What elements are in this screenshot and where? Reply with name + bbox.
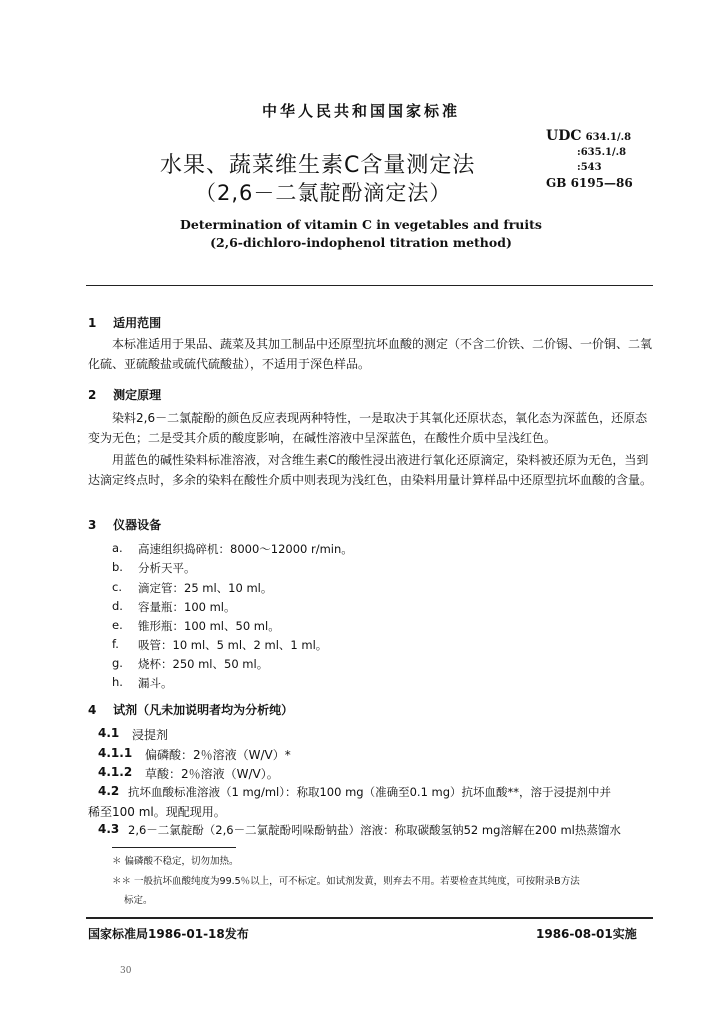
equipment-letter: f. <box>112 637 119 651</box>
equipment-letter: c. <box>112 580 122 594</box>
section-2-number: 2 <box>88 388 97 402</box>
section-2-heading <box>88 386 161 403</box>
footer-divider <box>86 917 653 919</box>
subsection-number: 4.1 <box>98 726 120 740</box>
section-1-title: 适用范围 <box>113 316 162 330</box>
subsection-4-3-number: 4.3 <box>98 822 120 836</box>
gb-code: GB 6195—86 <box>546 176 633 190</box>
section-1-number: 1 <box>88 316 97 330</box>
udc-line-2: :635.1/.8 <box>577 147 627 158</box>
section-1-paragraph: 本标准适用于果品、蔬菜及其加工制品中还原型抗坏血酸的测定（不含二价铁、二价锡、一价铜、二氧化硫、亚硫酸盐或硫代硫酸盐），不适用于深色样品。 <box>88 337 653 371</box>
equipment-letter: e. <box>112 618 123 632</box>
equipment-item: 锥形瓶：100 ml、50 ml。 <box>138 619 280 633</box>
section-3-heading <box>88 516 161 533</box>
section-1-heading <box>88 314 161 331</box>
section-4-title: 试剂（凡未加说明者均为分析纯） <box>113 703 294 717</box>
equipment-item: 高速组织捣碎机：8000～12000 r/min。 <box>138 542 353 556</box>
equipment-letter: g. <box>112 656 123 670</box>
equipment-item: 吸管：10 ml、5 ml、2 ml、1 ml。 <box>138 638 328 652</box>
effective-date: 1986-08-01实施 <box>536 927 637 941</box>
header-divider <box>86 285 653 286</box>
classification-codes <box>546 129 633 190</box>
subsection-text: 草酸：2％溶液（W/V）。 <box>145 767 279 781</box>
equipment-item: 滴定管：25 ml、10 ml。 <box>138 581 273 595</box>
title-zh-line-2: （2,6－二氯靛酚滴定法） <box>195 181 452 205</box>
title-en-line-1: Determination of vitamin C in vegetables and fruits <box>180 217 542 232</box>
footnote-divider <box>112 847 236 848</box>
udc-label: UDC <box>546 128 582 144</box>
page-number: 30 <box>120 966 132 976</box>
equipment-item: 分析天平。 <box>138 561 196 575</box>
section-4-heading <box>88 701 293 718</box>
section-3-number: 3 <box>88 518 97 532</box>
section-3-title: 仪器设备 <box>113 518 162 532</box>
footnote-2-line-2: 标定。 <box>124 895 153 906</box>
section-4-number: 4 <box>88 703 97 717</box>
equipment-item: 容量瓶：100 ml。 <box>138 600 236 614</box>
equipment-letter: b. <box>112 560 123 574</box>
subsection-4-2-number: 4.2 <box>98 784 120 798</box>
subsection-4-2-line-1: 抗坏血酸标准溶液（1 mg/ml）：称取100 mg（准确至0.1 mg）抗坏血酸**，溶于浸提剂中并 <box>128 785 612 799</box>
equipment-letter: d. <box>112 599 123 613</box>
equipment-letter: a. <box>112 541 123 555</box>
equipment-item: 漏斗。 <box>138 676 173 690</box>
equipment-item: 烧杯：250 ml、50 ml。 <box>138 657 269 671</box>
subsection-text: 偏磷酸：2％溶液（W/V）* <box>145 748 291 762</box>
subsection-number: 4.1.1 <box>98 746 133 760</box>
issue-date: 国家标准局1986-01-18发布 <box>88 927 249 941</box>
footnote-2-line-1: ＊＊ 一般抗坏血酸纯度为99.5％以上，可不标定。如试剂发黄，则弃去不用。若要检查其纯度，可按附录B方法 <box>112 876 580 887</box>
subsection-4-2-line-2: 稀至100 ml。现配现用。 <box>88 805 226 819</box>
section-2-paragraph-1: 染料2,6－二氯靛酚的颜色反应表现两种特性，一是取决于其氧化还原状态，氧化态为深蓝色，还原态变为无色；二是受其介质的酸度影响，在碱性溶液中呈深蓝色，在酸性介质中呈浅红色。 <box>88 411 648 445</box>
equipment-letter: h. <box>112 675 123 689</box>
udc-line-1: 634.1/.8 <box>585 132 632 143</box>
section-2-paragraph-2: 用蓝色的碱性染料标准溶液，对含维生素C的酸性浸出液进行氧化还原滴定，染料被还原为无色，当到达滴定终点时，多余的染料在酸性介质中则表现为浅红色，由染料用量计算样品中还原型抗坏血酸的含量。 <box>88 453 653 487</box>
subsection-4-3-line-1: 2,6－二氯靛酚（2,6－二氯靛酚吲哚酚钠盐）溶液：称取碳酸氢钠52 mg溶解在200 ml热蒸馏水 <box>128 823 621 837</box>
subsection-text: 浸提剂 <box>132 728 169 742</box>
title-en-line-2: (2,6-dichloro-indophenol titration method) <box>210 235 512 250</box>
footnote-1: ＊ 偏磷酸不稳定，切勿加热。 <box>112 856 239 867</box>
title-zh-line-1: 水果、蔬菜维生素C含量测定法 <box>160 153 476 178</box>
subsection-number: 4.1.2 <box>98 765 133 779</box>
section-2-title: 测定原理 <box>113 388 162 402</box>
udc-line-3: :543 <box>577 162 602 173</box>
standard-type-heading: 中华人民共和国国家标准 <box>261 102 460 120</box>
